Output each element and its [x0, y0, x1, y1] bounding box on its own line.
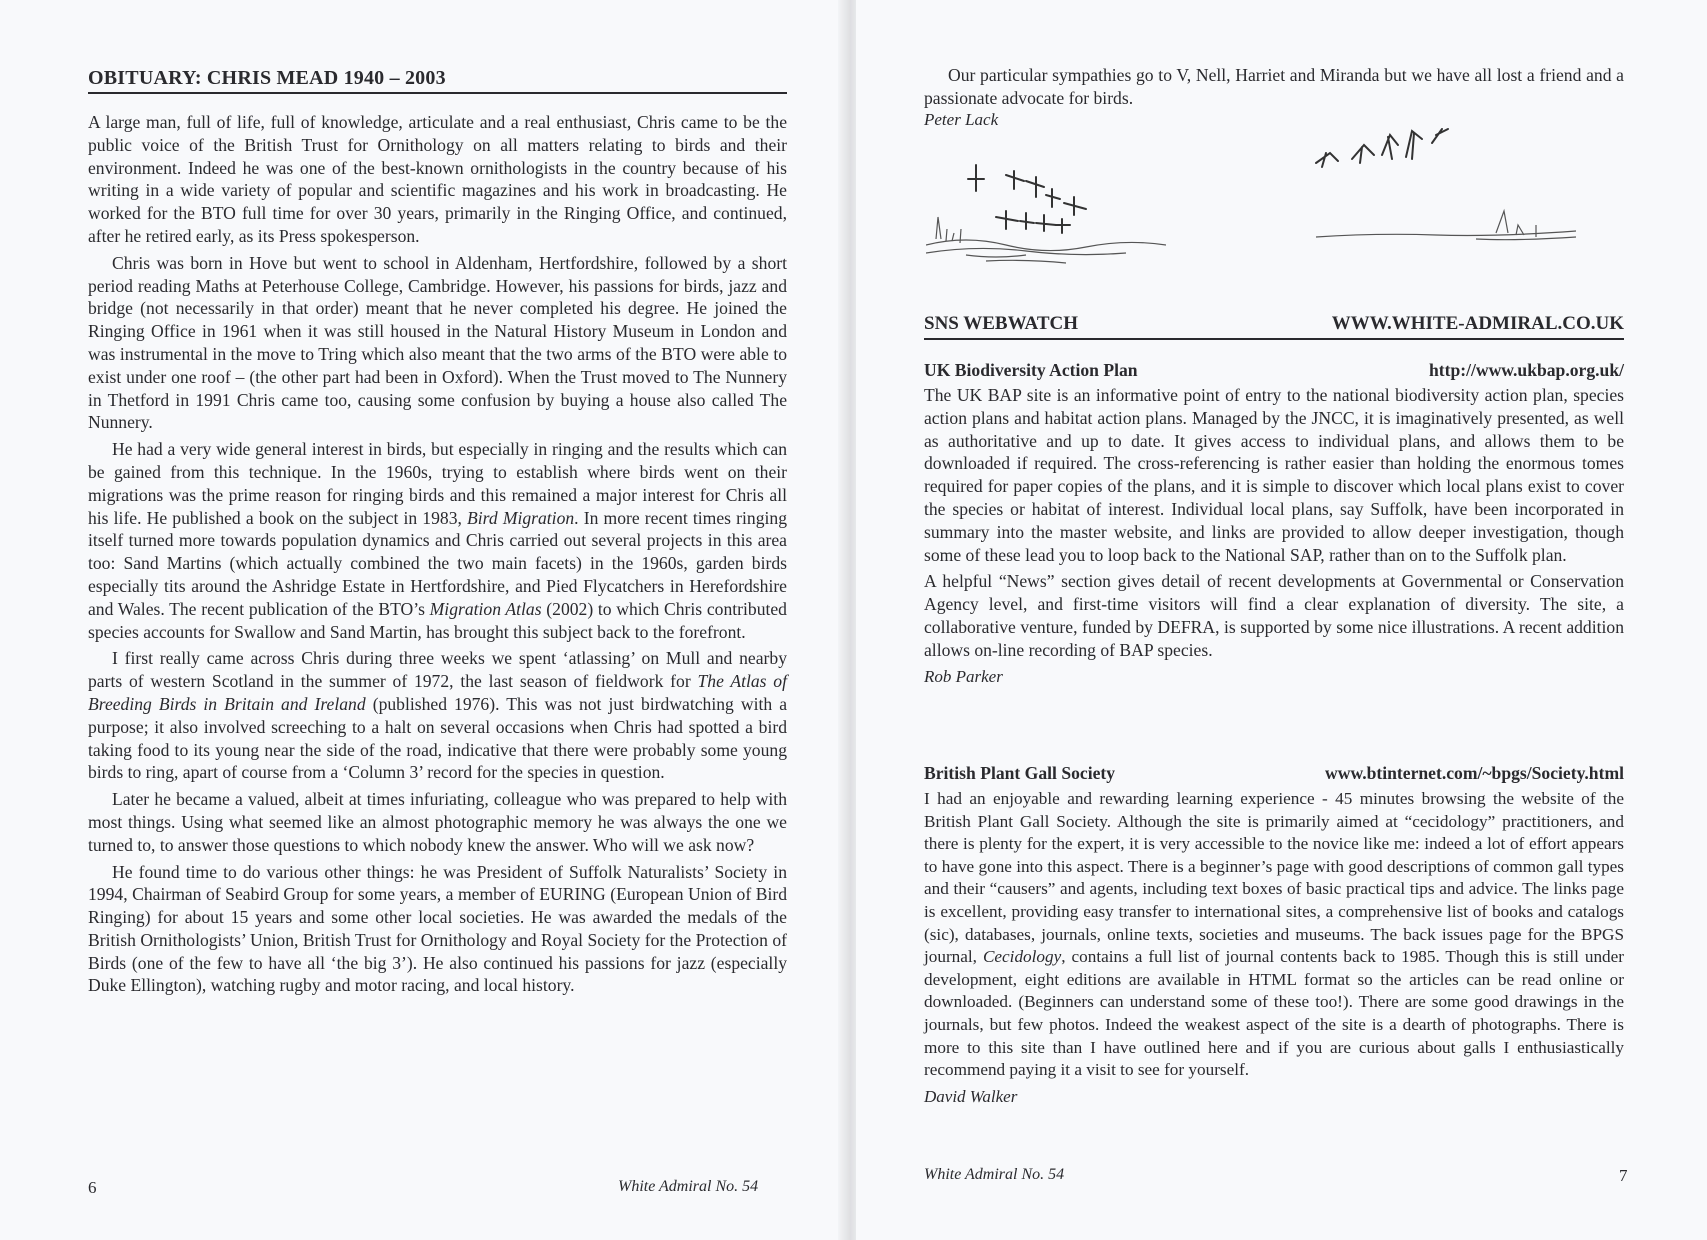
entry-header [924, 763, 1624, 784]
text-run: . In more recent times ringing itself turned more towards population dynamics and Chris carried out several projects in this area too: Sand Martins (which actually combined the two main facets) in the 1960s, garden birds especially tits around the Ashridge Estate in Hertfordshire, and Pied Flycatchers in Herefordshire and Wales. The recent publication of the BTO’s [88, 507, 787, 619]
text-run: , contains a full list of journal contents back to 1985. Though this is still under development, eight editions are available in HTML format so the articles can be read online or downloaded. (Beginners can understand some of these too!). There are some good drawings in the journals, but few photos. Indeed the weakest aspect of the site is a dearth of photographs. There is more to this site than I have outlined here and if you are curious about galls I enthusiastically recommend paying it a visit to see for yourself. [924, 947, 1624, 1080]
obituary-heading: OBITUARY: CHRIS MEAD 1940 – 2003 [88, 67, 787, 94]
running-footer: White Admiral No. 54 [618, 1178, 759, 1195]
entry-title: UK Biodiversity Action Plan [924, 360, 1138, 380]
text-run: (published 1976). This was not just birdwatching with a purpose; it also involved screeching to a halt on several occasions when Chris had spotted a bird taking food to its young near the side of the road, indicative that there were probably some young birds to ring, apart of course from a ‘Column 3’ record for the species in question. [88, 693, 788, 783]
obituary-paragraph [88, 438, 787, 643]
entry-header [924, 360, 1624, 381]
obituary-paragraph: A large man, full of life, full of knowledge, articulate and a real enthusiast, Chris came to be the public voice of the British Trust for Ornithology on all matters relating to birds and their environment. Indeed he was one of the best-known ornithologists in the country because of his writing in a wide variety of popular and scientific magazines and his work in broadcasting. He worked for the BTO full time for over 30 years, primarily in the Ringing Office, and continued, after he retired early, as its Press spokesperson. [88, 112, 787, 246]
entry-paragraph: A helpful “News” section gives detail of recent developments at Governmental or Conservation Agency level, and first-time visitors will find a clear explanation of diversity. The site, a collaborative venture, funded by DEFRA, is supported by some nice illustrations. A recent addition allows on-line recording of BAP species. [924, 571, 1624, 660]
section-url-link[interactable]: WWW.WHITE-ADMIRAL.CO.UK [1331, 313, 1624, 334]
text-run: I first really came across Chris during three weeks we spent ‘atlassing’ on Mull and nearby parts of western Scotland in the summer of 1972, the last season of fieldwork for [88, 648, 787, 692]
author-signature: Rob Parker [924, 666, 1003, 686]
book-title: Bird Migration [467, 507, 575, 528]
book-title: Migration Atlas [429, 598, 542, 619]
obituary-paragraph: Later he became a valued, albeit at times infuriating, colleague who was prepared to help with most things. Using what seemed like an almost photographic memory he was always the one we turned to, to answer those questions to which nobody knew the answer. Who will we ask now? [88, 789, 787, 855]
text-run: (2002) to which Chris contributed species accounts for Swallow and Sand Martin, has brought this subject back to the forefront. [88, 598, 787, 642]
obituary-paragraph: He found time to do various other things: he was President of Suffolk Naturalists’ Society in 1994, Chairman of Seabird Group for some years, a member of EURING (European Union of Bird Ringing) for about 15 years and some other local societies. He was awarded the medals of the British Ornithologists’ Union, British Trust for Ornithology and Royal Society for the Protection of Birds (one of the few to have all ‘the big 3’). He also continued his passions for jazz (especially Duke Ellington), watching rugby and motor racing, and local history. [88, 861, 787, 996]
section-title: SNS WEBWATCH [924, 313, 1078, 334]
entry-title: British Plant Gall Society [924, 763, 1116, 783]
left-page [0, 0, 850, 1240]
running-footer: White Admiral No. 54 [924, 1166, 1065, 1183]
entry-url-link[interactable]: www.btinternet.com/~bpgs/Society.html [1325, 763, 1624, 783]
obituary-paragraph [88, 647, 787, 784]
journal-title: Cecidology [982, 947, 1062, 967]
author-signature: Peter Lack [924, 110, 999, 129]
page-number: 7 [1619, 1166, 1628, 1185]
book-title: The Atlas of Breeding Birds in Britain and Ireland [88, 671, 787, 714]
page-number: 6 [88, 1178, 97, 1197]
entry-body [924, 384, 1624, 688]
entry-body [924, 788, 1624, 1108]
author-signature: David Walker [924, 1086, 1018, 1106]
obituary-paragraph: Chris was born in Hove but went to school in Aldenham, Hertfordshire, followed by a short period reading Maths at Peterhouse College, Cambridge. However, his passions for birds, jazz and bridge (not necessarily in that order) meant that he never completed his degree. He joined the Ringing Office in 1961 when it was still housed in the Natural History Museum in London and was instrumental in the move to Tring which also meant that the two arms of the BTO were able to exist under one roof – (the other part had been in Oxford). When the Trust moved to The Nunnery in Thetford in 1991 Chris came too, causing some confusion by buying a house also called The Nunnery. [88, 252, 787, 433]
entry-paragraph [924, 788, 1624, 1082]
closing-text: Our particular sympathies go to V, Nell, Harriet and Miranda but we have all lost a friend and a passionate advocate for birds. [924, 65, 1624, 108]
birds-sketch-illustration [1296, 115, 1626, 265]
text-run: He had a very wide general interest in birds, but especially in ringing and the results which can be gained from this technique. In the 1960s, trying to establish where birds went on their migrations was the prime reason for ringing birds and this remained a major interest for Chris all his life. He published a book on the subject in 1983, [88, 439, 787, 528]
entry-url-link[interactable]: http://www.ukbap.org.uk/ [1428, 360, 1624, 380]
birds-sketch-illustration [926, 135, 1166, 285]
entry-paragraph: The UK BAP site is an informative point of entry to the national biodiversity action plan, species action plans and habitat action plans. Managed by the JNCC, it is imaginatively presented, as well as authoritative and up to date. It gives access to individual plans, and allows them to be downloaded if required. The cross-referencing is rather easier than holding the enormous tomes required for paper copies of the plans, and it is simple to discover which local plans exist to cover the species or habitat of interest. Individual local plans, say Suffolk, have been incorporated in summary into the master website, and links are provided to allow deeper investigation, though some of these lead you to loop back to the National SAP, rather than on to the Suffolk plan. [924, 385, 1624, 565]
section-header [924, 313, 1624, 340]
text-run: I had an enjoyable and rewarding learning experience - 45 minutes browsing the website of the British Plant Gall Society. Although the site is primarily aimed at “cecidology” practitioners, and there is plenty for the expert, it is very accessible to the novice like me: indeed a lot of effort appears to have gone into this aspect. There is a beginner’s page with good descriptions of common gall types and their “causers” and agents, including text boxes of basic practical tips and advice. The links page is excellent, providing easy transfer to international sites, a comprehensive list of books and catalogs (sic), databases, journals, online texts, societies and museums. The back issues page for the BPGS journal, [924, 789, 1624, 967]
right-page [856, 0, 1707, 1240]
closing-paragraph [924, 64, 1624, 110]
obituary-body [88, 111, 787, 1001]
